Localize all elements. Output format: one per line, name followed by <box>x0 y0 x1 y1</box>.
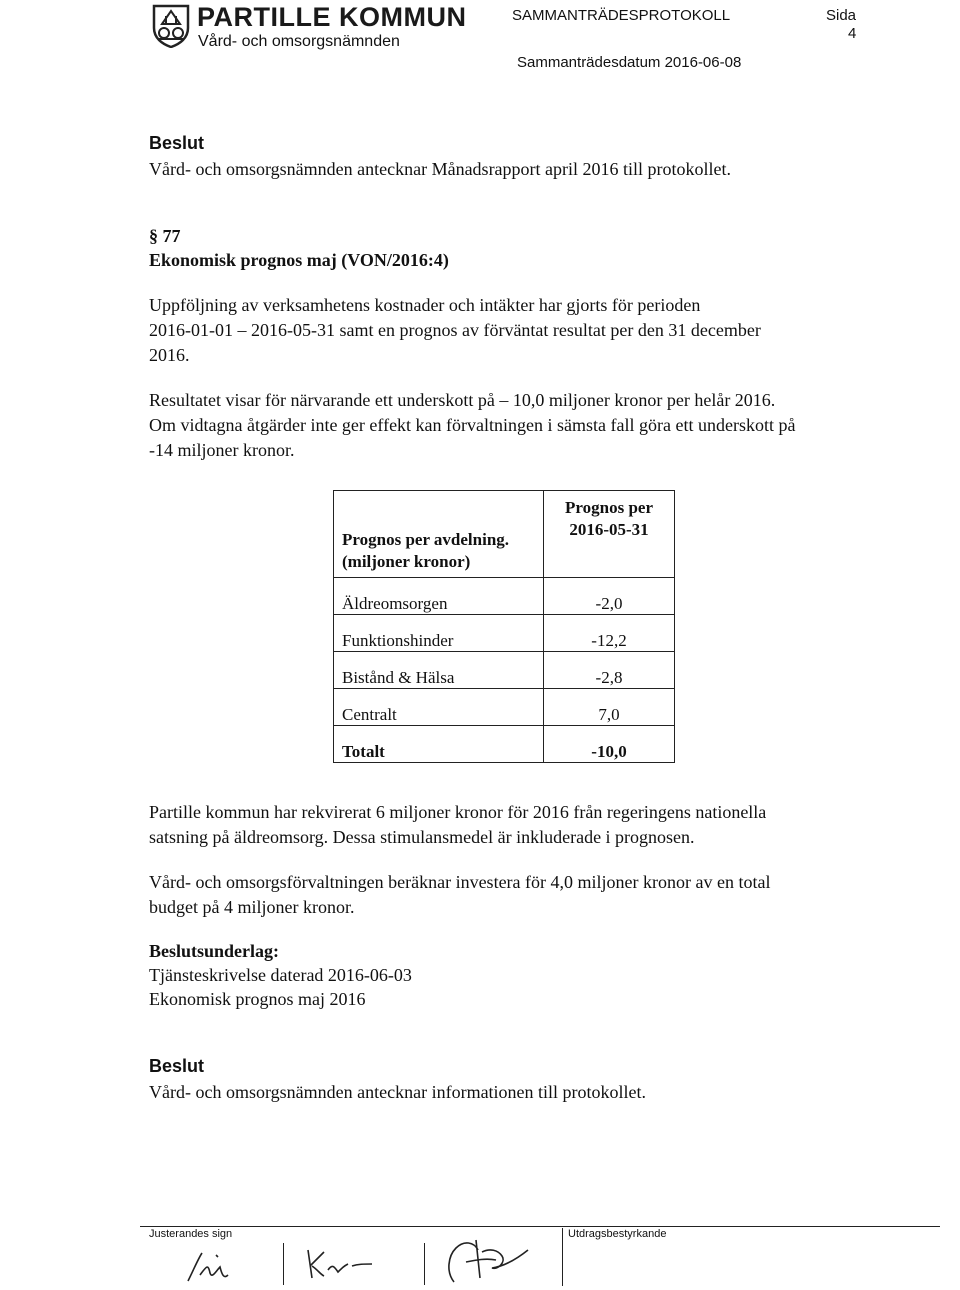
paragraph-line: satsning på äldreomsorg. Dessa stimulansmedel är inkluderade i prognosen. <box>149 827 695 847</box>
table-row <box>334 578 675 615</box>
paragraph-line: 2016-01-01 – 2016-05-31 samt en prognos av förväntat resultat per den 31 december <box>149 320 761 340</box>
signature-initials-2 <box>298 1242 378 1284</box>
protocol-title: SAMMANTRÄDESPROTOKOLL <box>512 7 731 24</box>
table-header-forecast <box>544 491 675 578</box>
paragraph-line: budget på 4 miljoner kronor. <box>149 897 355 917</box>
paragraph-line: 2016. <box>149 345 190 365</box>
paragraph-line: Om vidtagna åtgärder inte ger effekt kan förvaltningen i sämsta fall göra ett underskott på <box>149 415 796 435</box>
header-department-line2: (miljoner kronor) <box>342 552 471 571</box>
total-value: -10,0 <box>544 726 675 763</box>
row-value: -2,0 <box>544 578 675 615</box>
committee-name: Vård- och omsorgsnämnden <box>198 33 400 50</box>
organization-name: PARTILLE KOMMUN <box>197 2 467 32</box>
paragraph-line: Resultatet visar för närvarande ett underskott på – 10,0 miljoner kronor per helår 2016. <box>149 390 776 410</box>
decision-heading: Beslut <box>149 1056 205 1076</box>
basis-item: Tjänsteskrivelse daterad 2016-06-03 <box>149 965 412 985</box>
decision-text: Vård- och omsorgsnämnden antecknar Månadsrapport april 2016 till protokollet. <box>149 159 732 179</box>
meeting-date: Sammanträdesdatum 2016-06-08 <box>517 54 742 71</box>
basis-item: Ekonomisk prognos maj 2016 <box>149 989 366 1009</box>
section-title: Ekonomisk prognos maj (VON/2016:4) <box>149 250 449 270</box>
signatures-label: Justerandes sign <box>149 1228 233 1240</box>
forecast-table <box>333 490 675 763</box>
row-label: Bistånd & Hälsa <box>334 652 544 689</box>
decision-heading: Beslut <box>149 133 205 153</box>
row-label: Centralt <box>334 689 544 726</box>
page-label: Sida <box>826 7 857 24</box>
signature-divider <box>424 1243 425 1285</box>
header-forecast-line1: Prognos per <box>565 498 653 517</box>
certified-label: Utdragsbestyrkande <box>568 1228 667 1240</box>
header-forecast-line2: 2016-05-31 <box>569 520 649 539</box>
table-row <box>334 615 675 652</box>
paragraph-number: § 77 <box>149 226 181 246</box>
signature-initials-3 <box>436 1232 536 1286</box>
row-value: 7,0 <box>544 689 675 726</box>
paragraph-line: -14 miljoner kronor. <box>149 440 295 460</box>
row-label: Funktionshinder <box>334 615 544 652</box>
signature-divider <box>562 1228 563 1286</box>
table-total-row <box>334 726 675 763</box>
signature-initials-1 <box>180 1245 250 1287</box>
table-row <box>334 689 675 726</box>
row-value: -12,2 <box>544 615 675 652</box>
table-header-row <box>334 491 675 578</box>
page-number: 4 <box>848 25 857 42</box>
municipality-logo <box>148 2 194 48</box>
total-label: Totalt <box>334 726 544 763</box>
footer-divider <box>140 1226 940 1227</box>
paragraph-line: Partille kommun har rekvirerat 6 miljoner kronor för 2016 från regeringens nationella <box>149 802 767 822</box>
header-department-line1: Prognos per avdelning. <box>342 530 510 549</box>
paragraph-line: Uppföljning av verksamhetens kostnader och intäkter har gjorts för perioden <box>149 295 701 315</box>
paragraph-line: Vård- och omsorgsförvaltningen beräknar investera för 4,0 miljoner kronor av en total <box>149 872 771 892</box>
decision-text: Vård- och omsorgsnämnden antecknar informationen till protokollet. <box>149 1082 647 1102</box>
basis-heading: Beslutsunderlag: <box>149 941 280 961</box>
table-header-department <box>334 491 544 578</box>
signature-divider <box>283 1243 284 1285</box>
row-label: Äldreomsorgen <box>334 578 544 615</box>
row-value: -2,8 <box>544 652 675 689</box>
table-row <box>334 652 675 689</box>
